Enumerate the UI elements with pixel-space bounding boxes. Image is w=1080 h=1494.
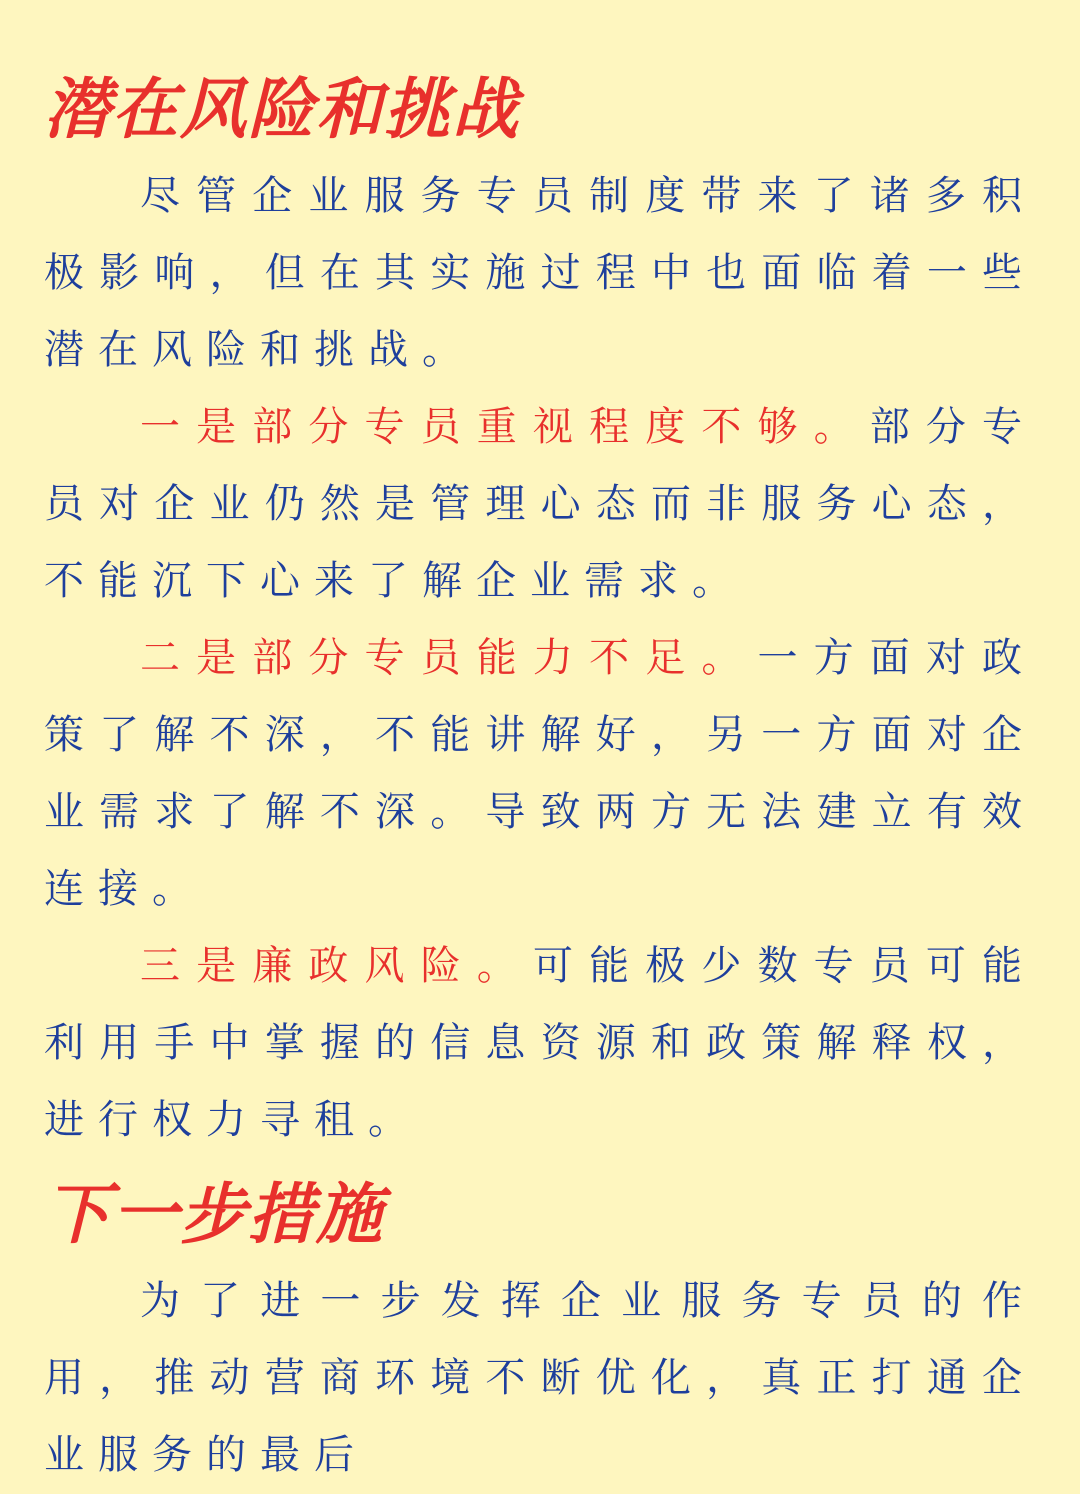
paragraph-intro: 尽管企业服务专员制度带来了诸多积极影响，但在其实施过程中也面临着一些潜在风险和挑战。 bbox=[44, 173, 1036, 373]
point-3-body: 可能极少数专员可能利用手中掌握的信息资源和政策解释权，进行权力寻租。 bbox=[44, 943, 1037, 1143]
paragraph-point-3 bbox=[44, 928, 1036, 1159]
point-2-body: 一方面对政策了解不深，不能讲解好，另一方面对企业需求了解不深。导致两方无法建立有效连接。 bbox=[44, 635, 1037, 912]
paragraph-next-steps: 为了进一步发挥企业服务专员的作用，推动营商环境不断优化，真正打通企业服务的最后 bbox=[44, 1278, 1036, 1478]
paragraph-point-1 bbox=[44, 389, 1036, 620]
point-1-lead: 一是部分专员重视程度不够。 bbox=[140, 404, 870, 450]
point-3-lead: 三是廉政风险。 bbox=[140, 943, 533, 989]
point-1-body: 部分专员对企业仍然是管理心态而非服务心态，不能沉下心来了解企业需求。 bbox=[44, 404, 1037, 604]
point-2-lead: 二是部分专员能力不足。 bbox=[140, 635, 758, 681]
paragraph-point-2 bbox=[44, 620, 1036, 928]
section-heading-next-steps: 下一步措施 bbox=[44, 1176, 384, 1253]
section-heading-risks: 潜在风险和挑战 bbox=[44, 71, 520, 148]
